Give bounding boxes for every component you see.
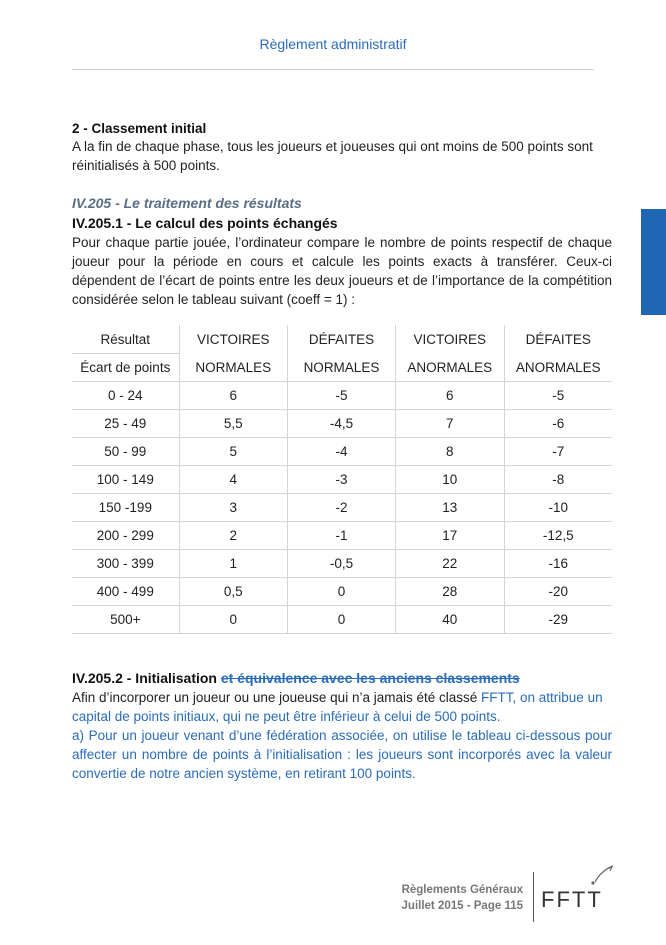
subsection-text-iv2052-p1 [72, 688, 612, 726]
table-row [72, 522, 612, 550]
table-header-cell: NORMALES [287, 354, 395, 382]
footer-document-title: Règlements Généraux [401, 884, 523, 896]
table-cell-value: -7 [504, 438, 612, 466]
subsection-heading-iv2051: IV.205.1 - Le calcul des points échangés [72, 215, 338, 231]
table-cell-value: 10 [396, 466, 504, 494]
chapter-side-tab [641, 209, 666, 315]
table-cell-value: 0 [287, 578, 395, 606]
table-header-cell: DÉFAITES [287, 325, 395, 354]
table-cell-value: -2 [287, 494, 395, 522]
table-cell-ecart: 25 - 49 [72, 410, 179, 438]
subsection-text-iv2051: Pour chaque partie jouée, l’ordinateur compare le nombre de points respectif de chaque joueur pour la période en cours et calcule les points exacts à transférer. Ceux-ci dépendent de l’écart de points entre les deux joueurs et de l’importance de la compétition considérée selon le tableau suivant (coeff = 1) : [72, 235, 612, 307]
table-cell-value: 2 [179, 522, 287, 550]
logo-wordmark: FFTT [541, 887, 603, 912]
table-cell-value: -3 [287, 466, 395, 494]
section-iv2052 [72, 668, 612, 783]
table-cell-value: 13 [396, 494, 504, 522]
table-cell-value: 22 [396, 550, 504, 578]
table-cell-value: 4 [179, 466, 287, 494]
table-cell-value: -1 [287, 522, 395, 550]
subsection-heading-iv2052 [72, 668, 612, 688]
table-header-cell: VICTOIRES [396, 325, 504, 354]
table-cell-value: -5 [504, 382, 612, 410]
table-header-row [72, 325, 612, 354]
table-cell-value: 5 [179, 438, 287, 466]
table-cell-value: -29 [504, 606, 612, 634]
table-row [72, 410, 612, 438]
table-cell-value: 5,5 [179, 410, 287, 438]
header-divider [72, 69, 594, 70]
subsection-heading-iv2052-text: IV.205.2 - Initialisation [72, 670, 217, 686]
table-row [72, 578, 612, 606]
table-cell-ecart: 100 - 149 [72, 466, 179, 494]
table-cell-value: -6 [504, 410, 612, 438]
table-cell-value: 40 [396, 606, 504, 634]
table-cell-value: -12,5 [504, 522, 612, 550]
table-header-cell: ANORMALES [504, 354, 612, 382]
table-row [72, 466, 612, 494]
page-footer [390, 882, 523, 914]
table-cell-value: 28 [396, 578, 504, 606]
section-heading-iv205: IV.205 - Le traitement des résultats [72, 195, 302, 211]
table-header-cell: DÉFAITES [504, 325, 612, 354]
footer-page-info: Juillet 2015 - Page 115 [401, 900, 523, 912]
table-cell-value: -10 [504, 494, 612, 522]
table-cell-ecart: 500+ [72, 606, 179, 634]
table-cell-value: -0,5 [287, 550, 395, 578]
table-cell-value: -8 [504, 466, 612, 494]
table-cell-value: -20 [504, 578, 612, 606]
table-cell-value: -16 [504, 550, 612, 578]
section-iv205 [72, 194, 612, 309]
section-heading-classement: 2 - Classement initial [72, 121, 207, 136]
table-cell-ecart: 50 - 99 [72, 438, 179, 466]
table-cell-value: 1 [179, 550, 287, 578]
table-cell-ecart: 200 - 299 [72, 522, 179, 550]
table-cell-value: 8 [396, 438, 504, 466]
table-cell-value: 3 [179, 494, 287, 522]
subsection-heading-iv2052-struck: et équivalence avec les anciens classements [220, 670, 520, 686]
table-cell-ecart: 0 - 24 [72, 382, 179, 410]
p1-blue-text: FFTT, on attribue un capital de points initiaux, qui ne peut être inférieur à celui de 500 points. [72, 690, 603, 724]
table-row [72, 438, 612, 466]
subsection-text-iv2052-p2: a) Pour un joueur venant d’une fédération associée, on utilise le tableau ci-dessous pour affecter un nombre de points à l’initialisation : les joueurs sont incorporés avec la valeur convertie de notre ancien système, en retirant 100 points. [72, 728, 612, 781]
table-cell-value: 6 [179, 382, 287, 410]
table-cell-ecart: 150 -199 [72, 494, 179, 522]
table-header-cell: NORMALES [179, 354, 287, 382]
p1-black-text: Afin d’incorporer un joueur ou une joueuse qui n’a jamais été classé [72, 690, 478, 705]
table-cell-value: -4,5 [287, 410, 395, 438]
table-cell-value: 0,5 [179, 578, 287, 606]
table-cell-value: 0 [179, 606, 287, 634]
table-header-row [72, 354, 612, 382]
running-header-title: Règlement administratif [259, 36, 407, 52]
table-cell-value: -4 [287, 438, 395, 466]
table-row [72, 494, 612, 522]
table-row [72, 550, 612, 578]
table-row [72, 382, 612, 410]
points-exchange-table [72, 325, 612, 634]
table-header-cell: ANORMALES [396, 354, 504, 382]
section-text-classement: A la fin de chaque phase, tous les joueurs et joueuses qui ont moins de 500 points sont réinitialisés à 500 points. [72, 139, 593, 173]
section-classement-initial [72, 120, 612, 175]
fftt-logo [537, 860, 617, 916]
footer-divider [533, 872, 534, 922]
table-header-cell: Écart de points [72, 354, 179, 382]
table-cell-value: 6 [396, 382, 504, 410]
table-cell-ecart: 300 - 399 [72, 550, 179, 578]
table-cell-value: 17 [396, 522, 504, 550]
table-row [72, 606, 612, 634]
table-cell-value: 7 [396, 410, 504, 438]
table-header-cell: VICTOIRES [179, 325, 287, 354]
table-cell-ecart: 400 - 499 [72, 578, 179, 606]
table-cell-value: 0 [287, 606, 395, 634]
table-cell-value: -5 [287, 382, 395, 410]
table-header-cell: Résultat [72, 325, 179, 354]
